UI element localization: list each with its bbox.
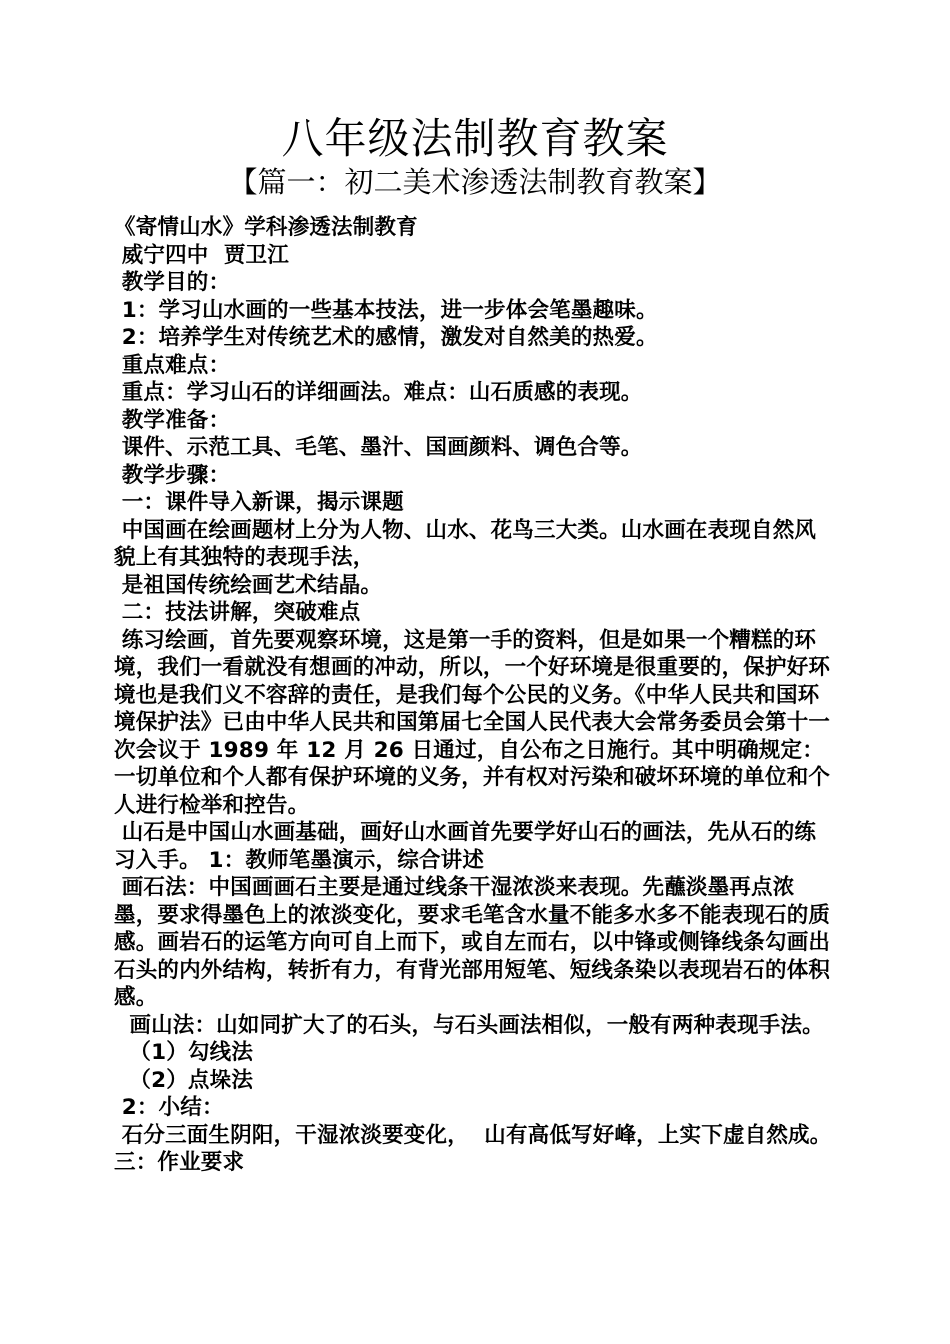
paragraph: 重点难点：: [114, 352, 231, 378]
paragraph: （1）勾线法: [114, 1040, 254, 1065]
paragraph: （2）点垛法: [114, 1067, 254, 1093]
paragraph: 山石是中国山水画基础，画好山水画首先要学好山石的画法，先从石的练习入手。 1：教师笔墨演示，综合讲述: [114, 820, 817, 873]
paragraph: 威宁四中 贾卫江: [114, 242, 289, 268]
paragraph: 是祖国传统绘画艺术结晶。: [114, 572, 383, 598]
paragraph: 石分三面生阴阳，干湿浓淡要变化， 山有高低写好峰，上实下虚自然成。 三：作业要求: [114, 1122, 840, 1175]
document-subtitle: 【篇一：初二美术渗透法制教育教案】: [228, 165, 722, 199]
paragraph: 教学目的：: [114, 270, 231, 295]
paragraph: 课件、示范工具、毛笔、墨汁、国画颜料、调色合等。: [114, 435, 643, 460]
paragraph: 画山法：山如同扩大了的石头，与石头画法相似，一般有两种表现手法。: [114, 1012, 824, 1038]
paragraph: 2：小结：: [114, 1095, 224, 1120]
paragraph: 一：课件导入新课，揭示课题: [114, 490, 404, 515]
paragraph: 教学步骤：: [114, 462, 231, 488]
document-body: [114, 214, 840, 1177]
document-title: 八年级法制教育教案: [281, 114, 669, 163]
paragraph: 练习绘画，首先要观察环境，这是第一手的资料，但是如果一个糟糕的环境，我们一看就没有想画的冲动，所以，一个好环境是很重要的，保护好环境也是我们义不容辞的责任，是我们每个公民的义务。《中华人民共和国环境保护法》已由中华人民共和国第届七全国人民代表大会常务委员会第十一次会议于 1989 年 12 月 26 日通过，自公布之日施行。其中明确规定：一切单位和个人都有保护环境的义务，并有权对污染和破坏环境的单位和个人进行检举和控告。: [114, 627, 831, 818]
paragraph: 二：技法讲解，突破难点: [114, 600, 361, 625]
paragraph: 《寄情山水》学科渗透法制教育: [114, 215, 418, 240]
paragraph: 2：培养学生对传统艺术的感情，激发对自然美的热爱。: [114, 325, 658, 350]
paragraph: 教学准备：: [114, 407, 231, 433]
paragraph: 画石法：中国画画石主要是通过线条干湿浓淡来表现。先蘸淡墨再点浓墨，要求得墨色上的浓淡变化，要求毛笔含水量不能多水多不能表现石的质感。画岩石的运笔方向可自上而下，或自左而右，以中锋或侧锋线条勾画出石头的内外结构，转折有力，有背光部用短笔、短线条染以表现岩石的体积感。: [114, 875, 831, 1010]
paragraph: 重点：学习山石的详细画法。难点：山石质感的表现。: [114, 380, 643, 405]
paragraph: 1：学习山水画的一些基本技法，进一步体会笔墨趣味。: [114, 297, 658, 323]
paragraph: 中国画在绘画题材上分为人物、山水、花鸟三大类。山水画在表现自然风貌上有其独特的表现手法，: [114, 517, 817, 570]
